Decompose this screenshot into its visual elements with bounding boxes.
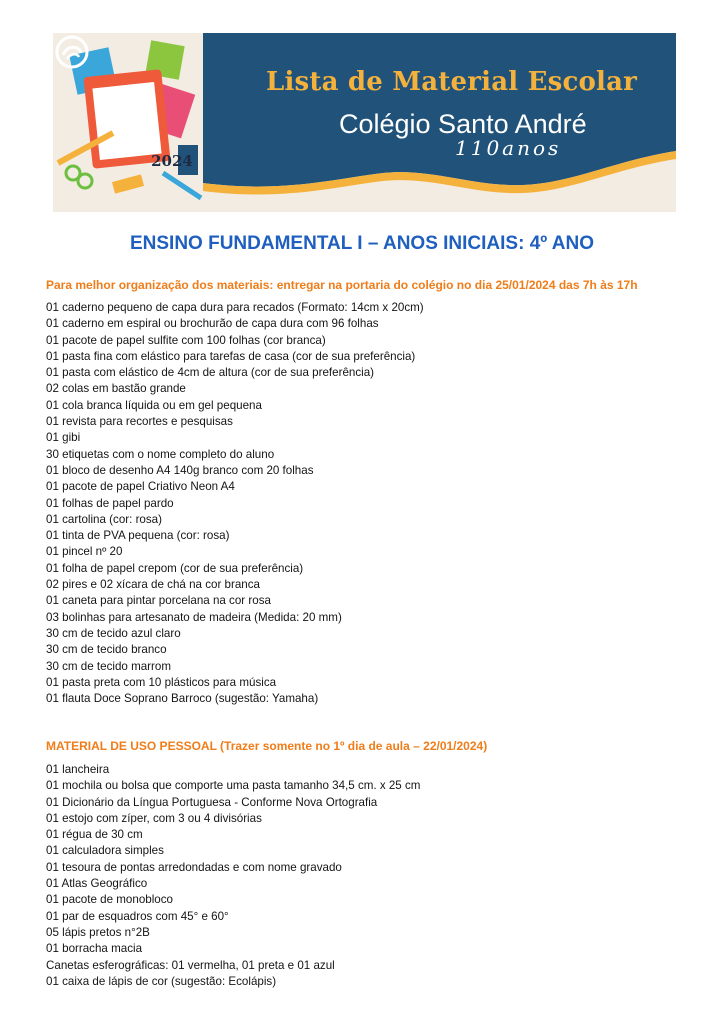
- list-item: 01 folha de papel crepom (cor de sua preferência): [46, 561, 304, 575]
- list-item: 01 caixa de lápis de cor (sugestão: Ecolápis): [46, 974, 277, 988]
- list-item: 01 Dicionário da Língua Portuguesa - Conforme Nova Ortografia: [46, 795, 378, 809]
- school-name: Colégio Santo André: [339, 109, 587, 139]
- banner-title: Lista de Material Escolar: [266, 67, 638, 97]
- list-item: 01 mochila ou bolsa que comporte uma pasta tamanho 34,5 cm. x 25 cm: [46, 779, 421, 793]
- list-item: 01 caderno em espiral ou brochurão de capa dura com 96 folhas: [46, 317, 379, 331]
- list-item: 01 gibi: [46, 431, 81, 445]
- list-item: 01 borracha macia: [46, 942, 143, 956]
- list-item: 01 pacote de papel sulfite com 100 folhas (cor branca): [46, 333, 326, 347]
- list-item: 01 caneta para pintar porcelana na cor rosa: [46, 594, 271, 608]
- school-logo-icon: [53, 33, 91, 71]
- list-item: 02 pires e 02 xícara de chá na cor branca: [46, 578, 260, 592]
- list-item: 30 cm de tecido branco: [46, 643, 167, 657]
- calendar-year: 2024: [151, 152, 193, 170]
- list-item: 03 bolinhas para artesanato de madeira (Medida: 20 mm): [46, 610, 342, 624]
- list-item: 01 pacote de monobloco: [46, 893, 173, 907]
- list-item: 01 régua de 30 cm: [46, 828, 143, 842]
- list-item: 01 folhas de papel pardo: [46, 496, 174, 510]
- list-item: 01 tesoura de pontas arredondadas e com nome gravado: [46, 860, 342, 874]
- personal-materials-heading: MATERIAL DE USO PESSOAL (Trazer somente no 1º dia de aula – 22/01/2024): [46, 739, 488, 753]
- list-item: 02 colas em bastão grande: [46, 382, 186, 396]
- list-item: 01 par de esquadros com 45° e 60°: [46, 909, 229, 923]
- list-item: 01 pacote de papel Criativo Neon A4: [46, 480, 235, 494]
- list-item: 01 pasta preta com 10 plásticos para música: [46, 675, 277, 689]
- list-item: 30 etiquetas com o nome completo do aluno: [46, 447, 275, 461]
- list-item: 05 lápis pretos n°2B: [46, 925, 150, 939]
- anniversary-text: 110anos: [455, 136, 562, 160]
- list-item: 01 cola branca líquida ou em gel pequena: [46, 398, 262, 412]
- list-item: 01 revista para recortes e pesquisas: [46, 415, 233, 429]
- list-item: 01 lancheira: [46, 763, 110, 776]
- list-item: 01 Atlas Geográfico: [46, 877, 148, 891]
- list-item: 30 cm de tecido marrom: [46, 659, 172, 673]
- list-item: 01 caderno pequeno de capa dura para recados (Formato: 14cm x 20cm): [46, 301, 424, 314]
- list-item: 30 cm de tecido azul claro: [46, 626, 181, 640]
- list-item: 01 pasta fina com elástico para tarefas de casa (cor de sua preferência): [46, 349, 416, 363]
- list-item: 01 cartolina (cor: rosa): [46, 512, 162, 526]
- list-item: 01 pasta com elástico de 4cm de altura (cor de sua preferência): [46, 366, 375, 380]
- list-item: 01 tinta de PVA pequena (cor: rosa): [46, 529, 230, 543]
- list-item: 01 estojo com zíper, com 3 ou 4 divisórias: [46, 811, 262, 825]
- list-item: 01 flauta Doce Soprano Barroco (sugestão: Yamaha): [46, 692, 319, 706]
- delivery-notice: Para melhor organização dos materiais: entregar na portaria do colégio no dia 25/01/2024 das 7h às 17h: [46, 278, 638, 292]
- materials-list: [46, 300, 424, 707]
- list-item: 01 bloco de desenho A4 140g branco com 20 folhas: [46, 463, 314, 477]
- personal-materials-list: [46, 762, 420, 990]
- list-item: Canetas esferográficas: 01 vermelha, 01 preta e 01 azul: [46, 958, 335, 972]
- header-banner: [53, 33, 676, 212]
- page-title: ENSINO FUNDAMENTAL I – ANOS INICIAIS: 4º ANO: [129, 233, 595, 254]
- list-item: 01 calculadora simples: [46, 844, 164, 858]
- list-item: 01 pincel nº 20: [46, 545, 123, 559]
